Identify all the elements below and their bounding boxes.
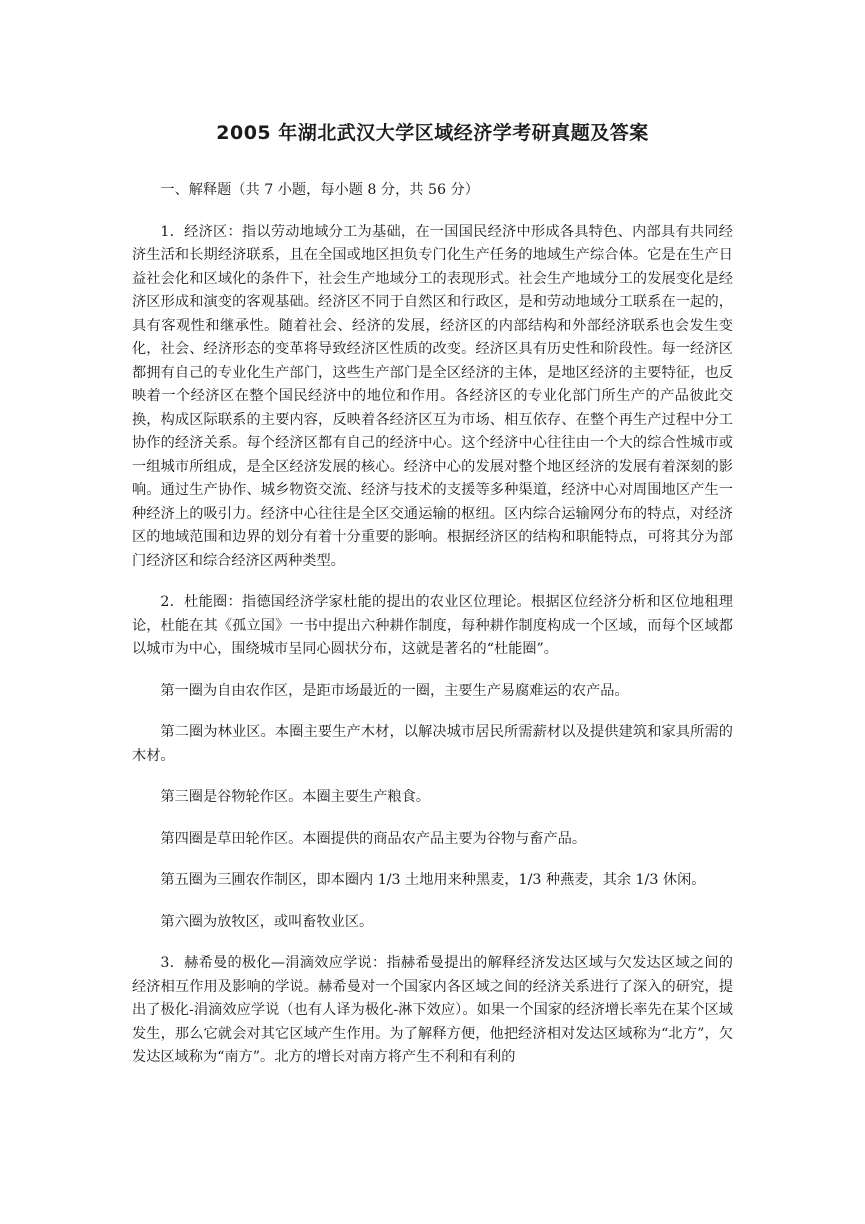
paragraph-ring-2: 第二圈为林业区。本圈主要生产木材，以解决城市居民所需薪材以及提供建筑和家具所需的木材。	[132, 724, 733, 764]
section-heading: 一、解释题（共 7 小题，每小题 8 分，共 56 分）	[160, 182, 479, 198]
paragraph-economic-zone: 1．经济区：指以劳动地域分工为基础，在一国国民经济中形成各具特色、内部具有共同经济生活和长期经济联系，且在全国或地区担负专门化生产任务的地域生产综合体。它是在生产日益社会化和区域化的条件下，社会生产地域分工的表现形式。社会生产地域分工的发展变化是经济区形成和演变的客观基础。经济区不同于自然区和行政区，是和劳动地域分工联系在一起的，具有客观性和继承性。随着社会、经济的发展，经济区的内部结构和外部经济联系也会发生变化，社会、经济形态的变革将导致经济区性质的改变。经济区具有历史性和阶段性。每一经济区都拥有自己的专业化生产部门，这些生产部门是全区经济的主体，是地区经济的主要特征，也反映着一个经济区在整个国民经济中的地位和作用。各经济区的专业化部门所生产的产品彼此交换，构成区际联系的主要内容，反映着各经济区互为市场、相互依存、在整个再生产过程中分工协作的经济关系。每个经济区都有自己的经济中心。这个经济中心往往由一个大的综合性城市或一组城市所组成，是全区经济发展的核心。经济中心的发展对整个地区经济的发展有着深刻的影响。通过生产协作、城乡物资交流、经济与技术的支援等多种渠道，经济中心对周围地区产生一种经济上的吸引力。经济中心往往是全区交通运输的枢纽。区内综合运输网分布的特点，对经济区的地域范围和边界的划分有着十分重要的影响。根据经济区的结构和职能特点，可将其分为部门经济区和综合经济区两种类型。	[132, 223, 733, 569]
paragraph-ring-1: 第一圈为自由农作区，是距市场最近的一圈，主要生产易腐难运的农产品。	[160, 682, 629, 699]
document-title: 2005 年湖北武汉大学区域经济学考研真题及答案	[216, 122, 649, 144]
paragraph-ring-6: 第六圈为放牧区，或叫畜牧业区。	[160, 913, 374, 930]
paragraph-ring-5: 第五圈为三圃农作制区，即本圈内 1/3 土地用来种黑麦，1/3 种燕麦，其余 1/3 休闲。	[160, 872, 706, 888]
paragraph-ring-4: 第四圈是草田轮作区。本圈提供的商品农产品主要为谷物与畜产品。	[160, 830, 587, 847]
paragraph-ring-3: 第三圈是谷物轮作区。本圈主要生产粮食。	[160, 789, 430, 805]
paragraph-thunen-rings: 2．杜能圈：指德国经济学家杜能的提出的农业区位理论。根据区位经济分析和区位地租理论，杜能在其《孤立国》一书中提出六种耕作制度，每种耕作制度构成一个区域，而每个区域都以城市为中心，围绕城市呈同心圆状分布，这就是著名的“杜能圈”。	[132, 594, 733, 657]
paragraph-hirschman: 3．赫希曼的极化—涓滴效应学说：指赫希曼提出的解释经济发达区域与欠发达区域之间的经济相互作用及影响的学说。赫希曼对一个国家内各区域之间的经济关系进行了深入的研究，提出了极化-涓滴效应学说（也有人译为极化-淋下效应）。如果一个国家的经济增长率先在某个区域发生，那么它就会对其它区域产生作用。为了解释方便，他把经济相对发达区域称为“北方”，欠发达区域称为“南方”。北方的增长对南方将产生不利和有利的	[132, 955, 733, 1065]
